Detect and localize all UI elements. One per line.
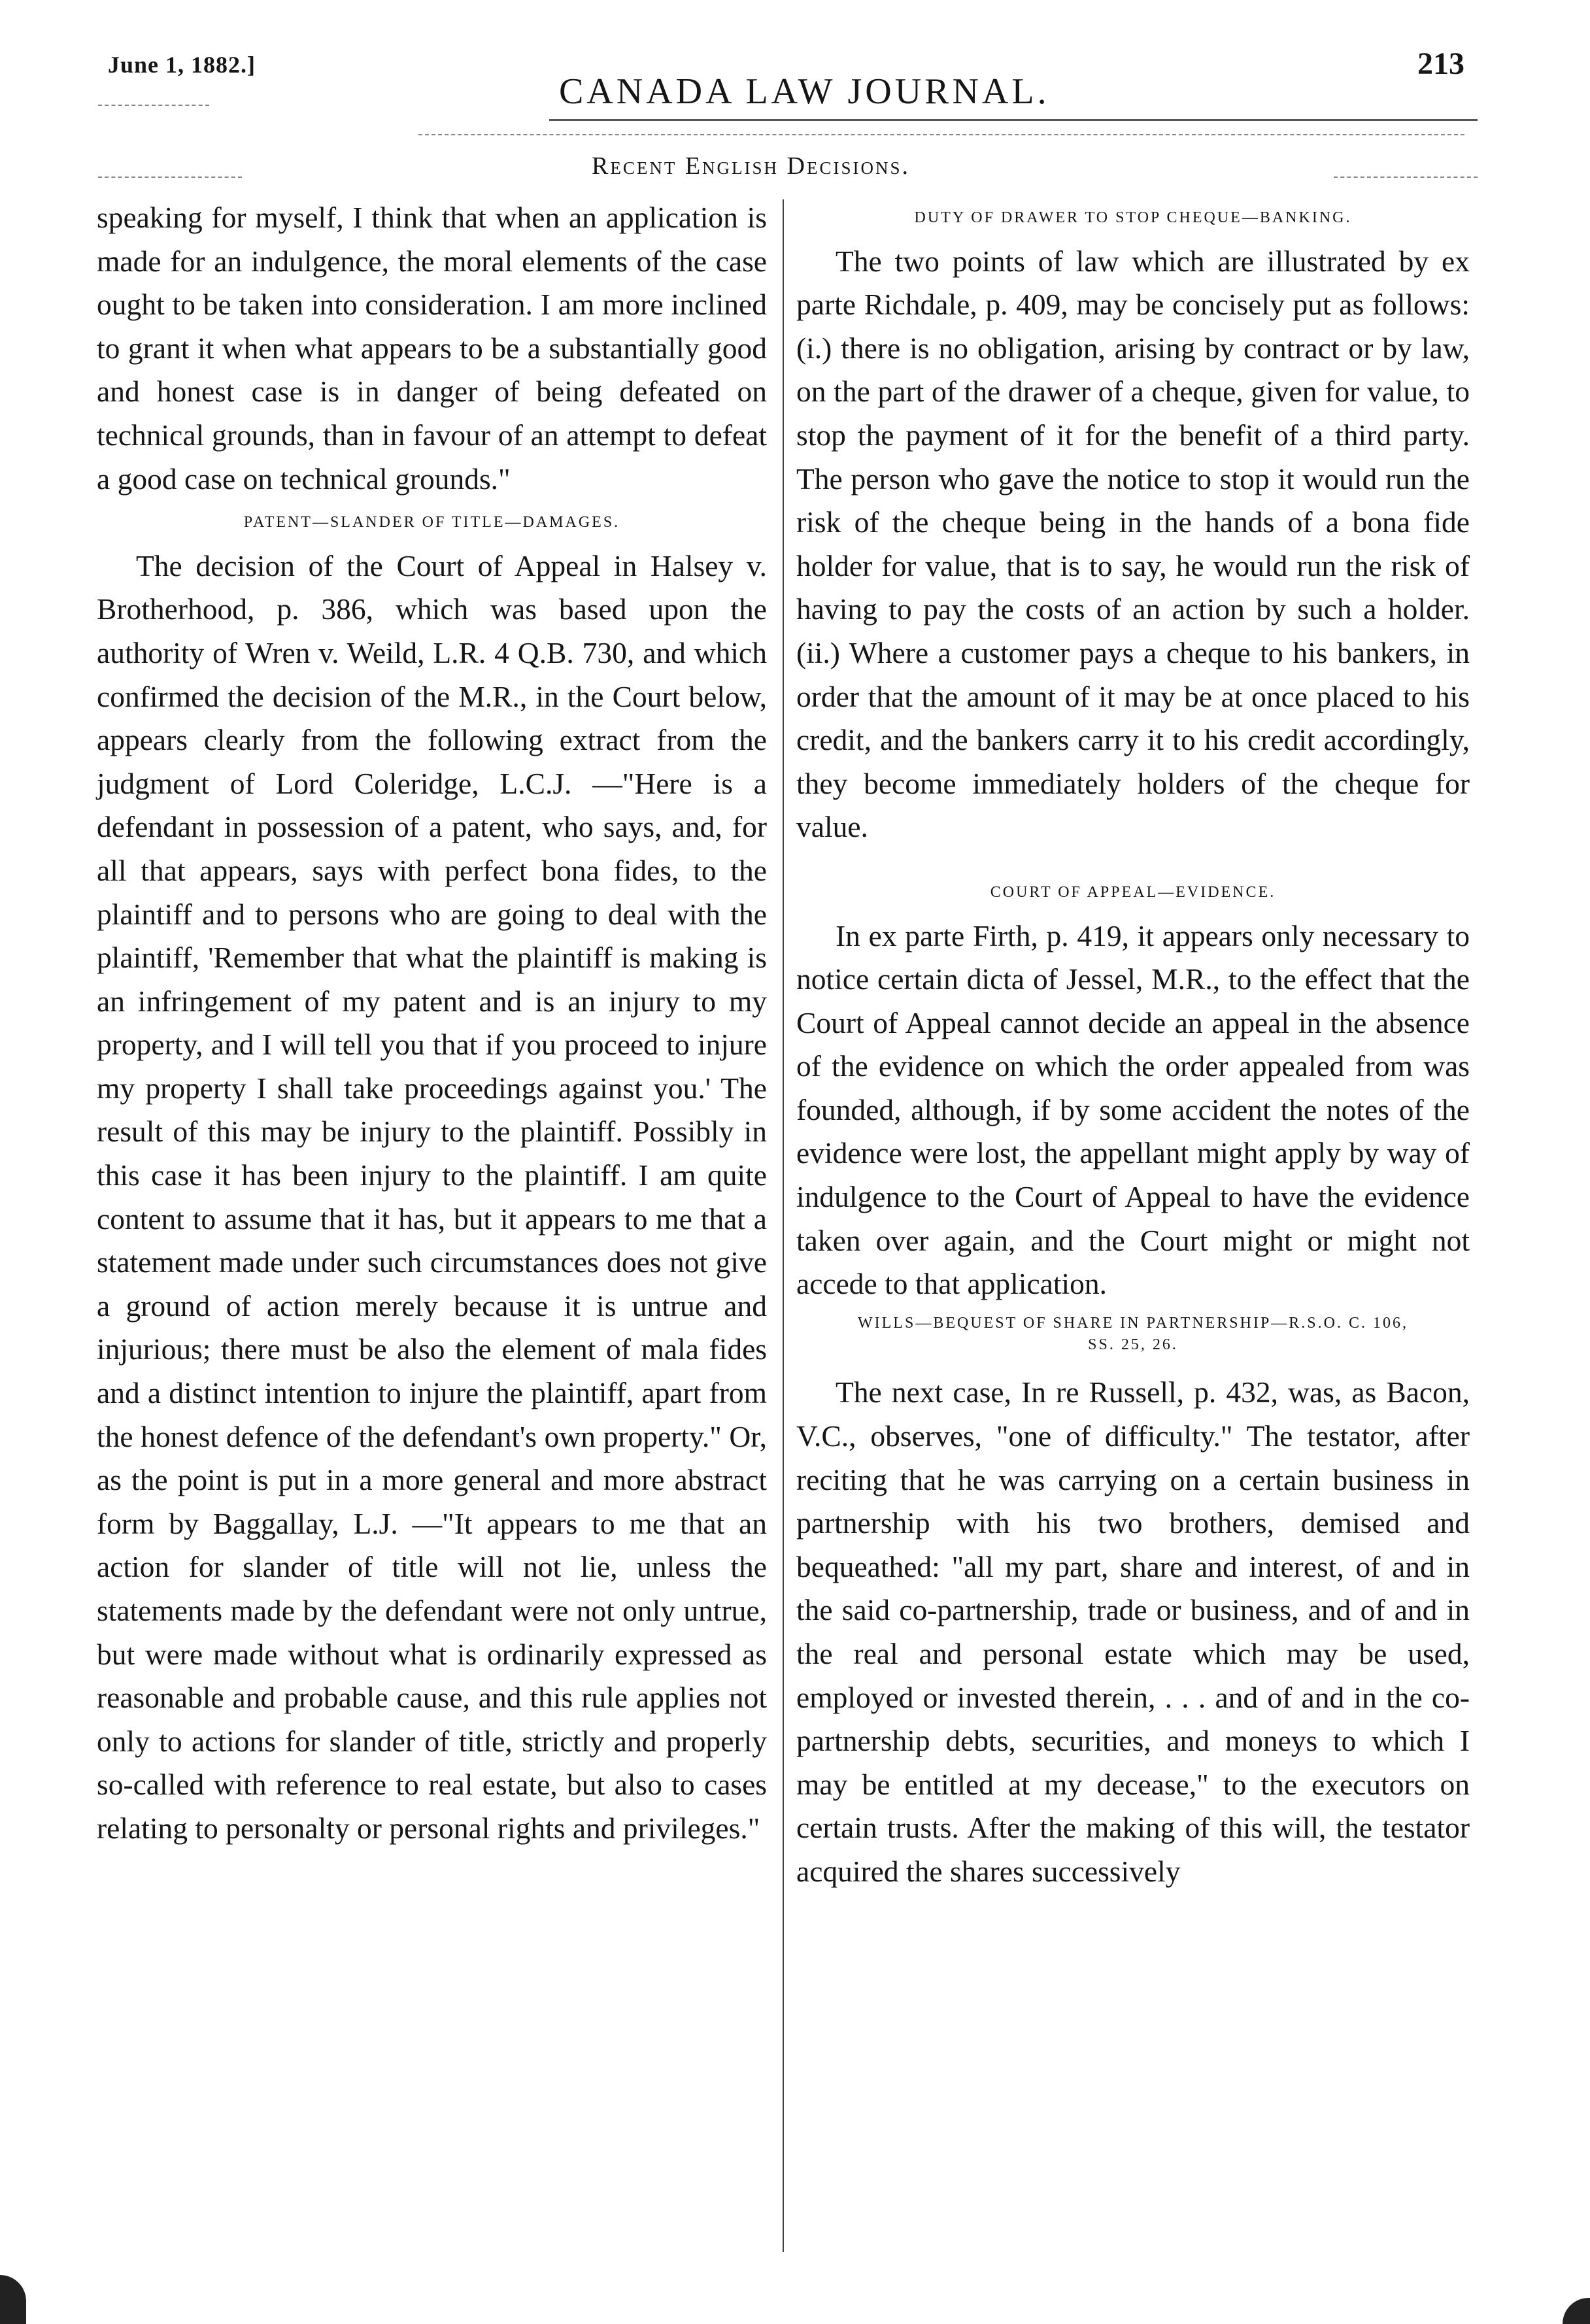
- column-divider: [783, 199, 784, 2252]
- left-column: [97, 196, 767, 2255]
- issue-date: June 1, 1882.]: [108, 52, 256, 78]
- page-number: 213: [1417, 46, 1464, 81]
- article-patent-slander: The decision of the Court of Appeal in Halsey v. Brotherhood, p. 386, which was based upon the authority of Wren v. Weild, L.R. 4 Q.B. 730, and which confirmed the decision of the M.R., in the Court below, appears clearly from the following extract from the judgment of Lord Coleridge, L.C.J. —"Here is a defendant in possession of a patent, who says, and, for all that appears, says with perfect bona fides, to the plaintiff and to persons who are going to deal with the plaintiff, 'Remember that what the plaintiff is making is an infringement of my patent and is an injury to my property, and I will tell you that if you proceed to injure my property I shall take proceedings against you.' The result of this may be injury to the plaintiff. Possibly in this case it has been injury to the plaintiff. I am quite content to assume that it has, but it appears to me that a statement made under such circumstances does not give a ground of action merely because it is untrue and injurious; there must be also the element of mala fides and a distinct intention to injure the plaintiff, apart from the honest defence of the defendant's own property." Or, as the point is put in a more general and more abstract form by Baggallay, L.J. —"It appears to me that an action for slander of title will not lie, unless the statements made by the defendant were not only untrue, but were made without what is ordinarily expressed as reasonable and probable cause, and this rule applies not only to actions for slander of title, strictly and properly so-called with reference to real estate, but also to cases relating to personalty or personal rights and privileges.": [97, 548, 767, 1845]
- section-heading-evidence: COURT OF APPEAL—EVIDENCE.: [990, 883, 1276, 901]
- right-column: [796, 196, 1470, 2255]
- section-heading-cheque: DUTY OF DRAWER TO STOP CHEQUE—BANKING.: [914, 209, 1352, 226]
- article-wills-partnership: The next case, In re Russell, p. 432, was, as Bacon, V.C., observes, "one of difficulty." The testator, after reciting that he was carrying on a certain business in partnership with his two brothers, demised and bequeathed: "all my part, share and interest, of and in the said co-partnership, trade or business, and of and in the real and personal estate which may be used, employed or invested therein, . . . and of and in the co-partnership debts, securities, and moneys to which I may be entitled at my decease," to the executors on certain trusts. After the making of this will, the testator acquired the shares successively: [796, 1375, 1470, 1888]
- scan-edge-mark-right: [1563, 2298, 1590, 2324]
- section-rule-left: [98, 177, 242, 178]
- quoted-continuation: speaking for myself, I think that when an application is made for an indulgence, the moral elements of the case ought to be taken into consideration. I am more inclined to grant it when what appears to be a substantially good and honest case is in danger of being defeated on technical grounds, than in favour of an attempt to defeat a good case on technical grounds.": [97, 201, 767, 496]
- section-title: Recent English Decisions.: [592, 152, 910, 180]
- article-cheque-banking: The two points of law which are illustrated by ex parte Richdale, p. 409, may be concisely put as follows: (i.) there is no obligation, arising by contract or by law, on the part of the drawer of a cheque, given for value, to stop the payment of it for the benefit of a third party. The person who gave the notice to stop it would run the risk of the cheque being in the hands of a bona fide holder for value, that is to say, he would run the risk of having to pay the costs of an action by such a holder. (ii.) Where a customer pays a cheque to his bankers, in order that the amount of it may be at once placed to his credit, and the bankers carry it to his credit accordingly, they become immediately holders of the cheque for value.: [796, 244, 1470, 844]
- section-heading-patent: PATENT—SLANDER OF TITLE—DAMAGES.: [243, 514, 620, 531]
- section-heading-wills: [796, 1313, 1470, 1356]
- header-rule: [549, 119, 1478, 121]
- section-rule-right: [1334, 177, 1478, 178]
- header-rule-left-stub: [98, 105, 209, 106]
- scan-edge-mark: [0, 2275, 26, 2324]
- header-rule-dashed: [418, 134, 1464, 135]
- article-appeal-evidence: In ex parte Firth, p. 419, it appears only necessary to notice certain dicta of Jessel, M.R., to the effect that the Court of Appeal cannot decide an appeal in the absence of the evidence on which the order appealed from was founded, although, if by some accident the notes of the evidence were lost, the appellant might apply by way of indulgence to the Court of Appeal to have the evidence taken over again, and the Court might or might not accede to that application.: [796, 918, 1470, 1301]
- wills-heading-line-2: SS. 25, 26.: [1088, 1336, 1178, 1354]
- wills-heading-line-1: WILLS—BEQUEST OF SHARE IN PARTNERSHIP—R.S.O. C. 106,: [858, 1314, 1408, 1332]
- journal-title: CANADA LAW JOURNAL.: [559, 71, 1050, 112]
